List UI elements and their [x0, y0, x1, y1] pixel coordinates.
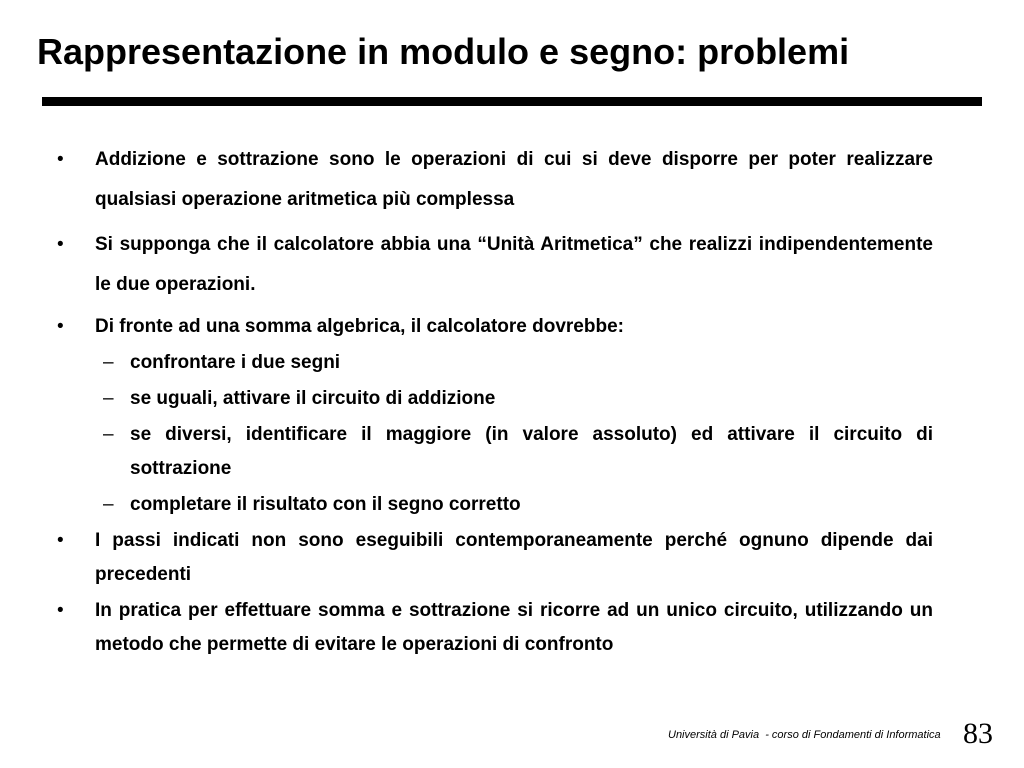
sub-item-text: confrontare i due segni	[130, 352, 341, 373]
sub-item-text: completare il risultato con il segno corretto	[130, 494, 521, 515]
bullet-item	[57, 524, 933, 592]
dash-icon: –	[103, 352, 114, 373]
footer-course-label: Università di Pavia - corso di Fondamenti di Informatica	[668, 729, 941, 741]
dash-icon: –	[103, 388, 114, 409]
dash-icon: –	[103, 424, 114, 445]
bullet-icon: •	[57, 600, 64, 621]
bullet-item	[57, 310, 933, 344]
sub-item-text: se diversi, identificare il maggiore (in valore assoluto) ed attivare il circuito di sottrazione	[130, 424, 933, 479]
bullet-icon: •	[57, 316, 64, 337]
bullet-icon: •	[57, 149, 64, 170]
page-number: 83	[963, 717, 993, 750]
slide-title: Rappresentazione in modulo e segno: problemi	[37, 31, 850, 72]
bullet-text: In pratica per effettuare somma e sottrazione si ricorre ad un unico circuito, utilizzando un metodo che permette di evitare le operazioni di confronto	[95, 600, 933, 655]
sub-item	[57, 418, 933, 486]
bullet-text: I passi indicati non sono eseguibili contemporaneamente perché ognuno dipende dai precedenti	[95, 530, 933, 585]
bullet-item	[57, 225, 933, 305]
bullet-item	[57, 594, 933, 662]
bullet-text: Di fronte ad una somma algebrica, il calcolatore dovrebbe:	[95, 316, 624, 337]
sub-item-text: se uguali, attivare il circuito di addizione	[130, 388, 496, 409]
bullet-icon: •	[57, 530, 64, 551]
sub-item	[57, 488, 933, 522]
sub-item	[57, 346, 933, 380]
dash-icon: –	[103, 494, 114, 515]
bullet-text: Si supponga che il calcolatore abbia una “Unità Aritmetica” che realizzi indipendentemente le due operazioni.	[95, 234, 933, 295]
bullet-icon: •	[57, 234, 64, 255]
sub-item	[57, 382, 933, 416]
slide-body	[57, 140, 933, 664]
bullet-text: Addizione e sottrazione sono le operazioni di cui si deve disporre per poter realizzare qualsiasi operazione aritmetica più complessa	[95, 149, 933, 210]
bullet-item	[57, 140, 933, 220]
title-divider	[42, 97, 982, 106]
